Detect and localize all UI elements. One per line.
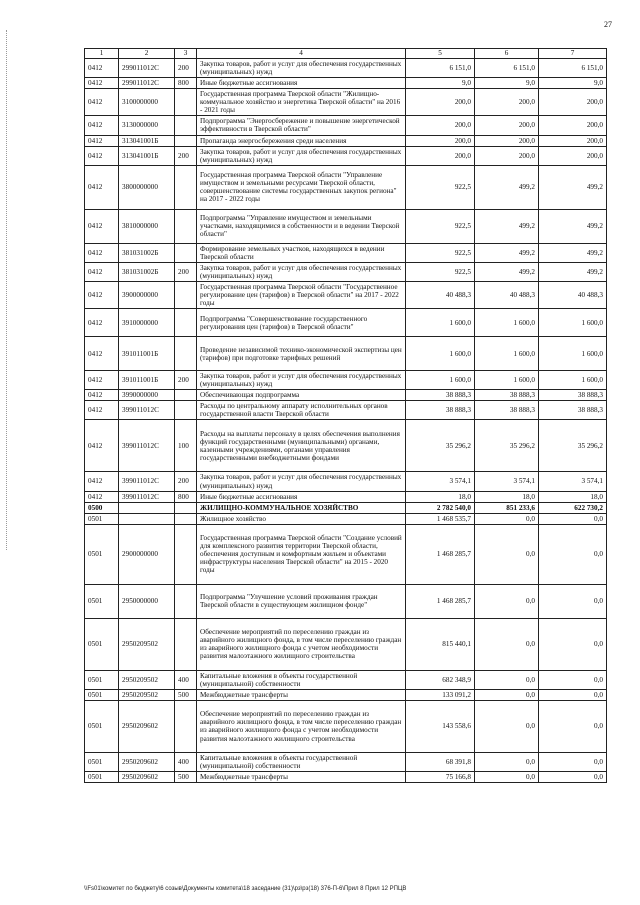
table-header-row bbox=[85, 49, 607, 59]
row-value-col5: 38 888,3 bbox=[406, 390, 475, 401]
table-row bbox=[85, 472, 607, 491]
row-expense-type bbox=[175, 618, 197, 670]
row-section-code: 0412 bbox=[85, 116, 119, 135]
row-value-col5: 1 600,0 bbox=[406, 309, 475, 337]
table-row bbox=[85, 309, 607, 337]
row-value-col5: 3 574,1 bbox=[406, 472, 475, 491]
row-section-code: 0501 bbox=[85, 618, 119, 670]
row-value-col5: 1 468 285,7 bbox=[406, 584, 475, 618]
row-value-col6: 38 888,3 bbox=[475, 401, 539, 420]
row-expense-type: 400 bbox=[175, 752, 197, 771]
row-description: Проведение независимой технико-экономической экспертизы цен (тарифов) при подготовке тарифных решений bbox=[197, 337, 406, 371]
row-value-col5: 1 600,0 bbox=[406, 371, 475, 390]
row-description: Формирование земельных участков, находящихся в ведении Тверской области bbox=[197, 243, 406, 262]
row-description: Жилищное хозяйство bbox=[197, 513, 406, 524]
table-row bbox=[85, 371, 607, 390]
row-target-code: 3900000000 bbox=[119, 281, 175, 308]
row-target-code: 3990000000 bbox=[119, 390, 175, 401]
row-value-col5: 200,0 bbox=[406, 135, 475, 146]
row-value-col5: 6 151,0 bbox=[406, 59, 475, 78]
table-row bbox=[85, 524, 607, 584]
row-description: Закупка товаров, работ и услуг для обеспечения государственных (муниципальных) нужд bbox=[197, 146, 406, 165]
row-description: Межбюджетные трансферты bbox=[197, 689, 406, 700]
row-expense-type: 200 bbox=[175, 146, 197, 165]
row-value-col7: 1 600,0 bbox=[539, 371, 607, 390]
row-expense-type bbox=[175, 502, 197, 513]
row-section-code: 0501 bbox=[85, 524, 119, 584]
row-target-code: 2950209502 bbox=[119, 689, 175, 700]
row-expense-type bbox=[175, 337, 197, 371]
row-description: ЖИЛИЩНО-КОММУНАЛЬНОЕ ХОЗЯЙСТВО bbox=[197, 502, 406, 513]
row-value-col5: 143 558,6 bbox=[406, 700, 475, 752]
row-value-col6: 1 600,0 bbox=[475, 371, 539, 390]
row-value-col5: 922,5 bbox=[406, 165, 475, 209]
row-target-code: 399011012C bbox=[119, 401, 175, 420]
row-value-col6: 200,0 bbox=[475, 146, 539, 165]
row-value-col6: 0,0 bbox=[475, 513, 539, 524]
row-description: Закупка товаров, работ и услуг для обеспечения государственных (муниципальных) нужд bbox=[197, 472, 406, 491]
row-value-col7: 35 296,2 bbox=[539, 420, 607, 472]
row-target-code: 399011012C bbox=[119, 472, 175, 491]
row-target-code: 299011012C bbox=[119, 78, 175, 89]
row-value-col6: 6 151,0 bbox=[475, 59, 539, 78]
col-header-2: 2 bbox=[119, 49, 175, 59]
row-description: Расходы по центральному аппарату исполнительных органов государственной власти Тверской области bbox=[197, 401, 406, 420]
row-value-col5: 200,0 bbox=[406, 116, 475, 135]
row-value-col5: 38 888,3 bbox=[406, 401, 475, 420]
row-expense-type bbox=[175, 89, 197, 116]
row-value-col6: 0,0 bbox=[475, 670, 539, 689]
row-section-code: 0412 bbox=[85, 209, 119, 243]
row-value-col6: 200,0 bbox=[475, 89, 539, 116]
col-header-4: 4 bbox=[197, 49, 406, 59]
row-section-code: 0412 bbox=[85, 59, 119, 78]
row-value-col6: 0,0 bbox=[475, 772, 539, 783]
row-value-col7: 3 574,1 bbox=[539, 472, 607, 491]
row-value-col5: 1 468 535,7 bbox=[406, 513, 475, 524]
row-section-code: 0501 bbox=[85, 772, 119, 783]
col-header-5: 5 bbox=[406, 49, 475, 59]
row-value-col6: 0,0 bbox=[475, 752, 539, 771]
row-value-col7: 40 488,3 bbox=[539, 281, 607, 308]
row-description: Закупка товаров, работ и услуг для обеспечения государственных (муниципальных) нужд bbox=[197, 59, 406, 78]
row-target-code: 2950209502 bbox=[119, 618, 175, 670]
row-value-col6: 200,0 bbox=[475, 116, 539, 135]
row-target-code: 3910000000 bbox=[119, 309, 175, 337]
row-target-code bbox=[119, 513, 175, 524]
budget-table bbox=[84, 48, 607, 783]
row-target-code: 3810000000 bbox=[119, 209, 175, 243]
row-value-col5: 68 391,8 bbox=[406, 752, 475, 771]
row-value-col5: 922,5 bbox=[406, 262, 475, 281]
row-expense-type bbox=[175, 135, 197, 146]
row-expense-type: 400 bbox=[175, 670, 197, 689]
table-row bbox=[85, 243, 607, 262]
row-expense-type bbox=[175, 281, 197, 308]
table-row bbox=[85, 513, 607, 524]
row-value-col5: 200,0 bbox=[406, 89, 475, 116]
row-section-code: 0501 bbox=[85, 752, 119, 771]
table-row bbox=[85, 491, 607, 502]
row-section-code: 0412 bbox=[85, 165, 119, 209]
row-value-col7: 0,0 bbox=[539, 670, 607, 689]
row-value-col6: 18,0 bbox=[475, 491, 539, 502]
row-description: Государственная программа Тверской области "Управление имуществом и земельными ресурсами Тверской области, совершенствование системы государственных закупок региона" на 2017 - 2022 годы bbox=[197, 165, 406, 209]
row-value-col5: 40 488,3 bbox=[406, 281, 475, 308]
row-expense-type bbox=[175, 700, 197, 752]
table-row bbox=[85, 670, 607, 689]
row-description: Государственная программа Тверской области "Жилищно-коммунальное хозяйство и энергетика Тверской области" на 2016 - 2021 годы bbox=[197, 89, 406, 116]
row-value-col7: 0,0 bbox=[539, 689, 607, 700]
table-row bbox=[85, 209, 607, 243]
row-target-code: 2900000000 bbox=[119, 524, 175, 584]
col-header-7: 7 bbox=[539, 49, 607, 59]
table-body bbox=[85, 59, 607, 783]
row-value-col6: 499,2 bbox=[475, 165, 539, 209]
row-description: Закупка товаров, работ и услуг для обеспечения государственных (муниципальных) нужд bbox=[197, 371, 406, 390]
row-target-code: 2950000000 bbox=[119, 584, 175, 618]
row-description: Иные бюджетные ассигнования bbox=[197, 78, 406, 89]
row-value-col7: 0,0 bbox=[539, 584, 607, 618]
row-value-col5: 815 440,1 bbox=[406, 618, 475, 670]
row-section-code: 0501 bbox=[85, 670, 119, 689]
row-value-col7: 38 888,3 bbox=[539, 401, 607, 420]
row-description: Подпрограмма "Совершенствование государственного регулирования цен (тарифов) в Тверской области" bbox=[197, 309, 406, 337]
row-expense-type bbox=[175, 390, 197, 401]
row-expense-type bbox=[175, 401, 197, 420]
row-value-col7: 9,0 bbox=[539, 78, 607, 89]
row-section-code: 0501 bbox=[85, 700, 119, 752]
row-description: Капитальные вложения в объекты государственной (муниципальной) собственности bbox=[197, 670, 406, 689]
row-section-code: 0412 bbox=[85, 135, 119, 146]
table-row bbox=[85, 772, 607, 783]
col-header-6: 6 bbox=[475, 49, 539, 59]
row-description: Обеспечение мероприятий по переселению граждан из аварийного жилищного фонда, в том числе переселению граждан из аварийного жилищного фонда с учетом необходимости развития малоэтажного жилищного строительства bbox=[197, 700, 406, 752]
row-value-col6: 0,0 bbox=[475, 618, 539, 670]
row-value-col7: 200,0 bbox=[539, 89, 607, 116]
row-value-col7: 499,2 bbox=[539, 243, 607, 262]
row-section-code: 0412 bbox=[85, 420, 119, 472]
row-target-code: 399011012C bbox=[119, 491, 175, 502]
row-target-code: 391011001Б bbox=[119, 371, 175, 390]
row-value-col5: 75 166,8 bbox=[406, 772, 475, 783]
row-value-col5: 35 296,2 bbox=[406, 420, 475, 472]
row-expense-type: 800 bbox=[175, 491, 197, 502]
row-value-col5: 133 091,2 bbox=[406, 689, 475, 700]
table-row bbox=[85, 752, 607, 771]
row-target-code: 391011001Б bbox=[119, 337, 175, 371]
row-target-code: 3800000000 bbox=[119, 165, 175, 209]
row-value-col6: 0,0 bbox=[475, 584, 539, 618]
table-row bbox=[85, 135, 607, 146]
row-description: Подпрограмма "Улучшение условий проживания граждан Тверской области в существующем жилищном фонде" bbox=[197, 584, 406, 618]
row-value-col6: 40 488,3 bbox=[475, 281, 539, 308]
row-value-col5: 9,0 bbox=[406, 78, 475, 89]
row-section-code: 0412 bbox=[85, 472, 119, 491]
row-expense-type: 500 bbox=[175, 689, 197, 700]
row-value-col5: 1 468 285,7 bbox=[406, 524, 475, 584]
row-description: Иные бюджетные ассигнования bbox=[197, 491, 406, 502]
row-value-col7: 0,0 bbox=[539, 752, 607, 771]
row-target-code: 2950209602 bbox=[119, 752, 175, 771]
table-row bbox=[85, 146, 607, 165]
table-row bbox=[85, 584, 607, 618]
row-section-code: 0412 bbox=[85, 243, 119, 262]
table-row bbox=[85, 689, 607, 700]
row-description: Обеспечение мероприятий по переселению граждан из аварийного жилищного фонда, в том числе переселению граждан из аварийного жилищного фонда с учетом необходимости развития малоэтажного жилищного строительства bbox=[197, 618, 406, 670]
row-section-code: 0500 bbox=[85, 502, 119, 513]
row-value-col6: 35 296,2 bbox=[475, 420, 539, 472]
row-section-code: 0412 bbox=[85, 371, 119, 390]
row-expense-type bbox=[175, 243, 197, 262]
table-row bbox=[85, 89, 607, 116]
table-row bbox=[85, 401, 607, 420]
row-target-code: 313041001Б bbox=[119, 135, 175, 146]
row-section-code: 0501 bbox=[85, 513, 119, 524]
scan-margin-dots bbox=[6, 30, 9, 550]
table-row bbox=[85, 165, 607, 209]
row-value-col6: 851 233,6 bbox=[475, 502, 539, 513]
row-value-col6: 200,0 bbox=[475, 135, 539, 146]
row-value-col6: 499,2 bbox=[475, 262, 539, 281]
row-target-code bbox=[119, 502, 175, 513]
row-target-code: 313041001Б bbox=[119, 146, 175, 165]
row-value-col7: 1 600,0 bbox=[539, 337, 607, 371]
row-section-code: 0412 bbox=[85, 491, 119, 502]
row-target-code: 2950209502 bbox=[119, 670, 175, 689]
row-value-col7: 0,0 bbox=[539, 618, 607, 670]
row-value-col6: 3 574,1 bbox=[475, 472, 539, 491]
row-description: Расходы на выплаты персоналу в целях обеспечения выполнения функций государственными (муниципальными) органами, казенными учреждениями, органами управления государственными внебюджетными фондами bbox=[197, 420, 406, 472]
row-target-code: 2950209602 bbox=[119, 700, 175, 752]
row-target-code: 3130000000 bbox=[119, 116, 175, 135]
row-value-col6: 9,0 bbox=[475, 78, 539, 89]
row-value-col5: 18,0 bbox=[406, 491, 475, 502]
row-description: Пропаганда энергосбережения среди населения bbox=[197, 135, 406, 146]
row-value-col7: 200,0 bbox=[539, 116, 607, 135]
row-value-col5: 200,0 bbox=[406, 146, 475, 165]
row-value-col7: 200,0 bbox=[539, 146, 607, 165]
row-value-col5: 1 600,0 bbox=[406, 337, 475, 371]
table-row bbox=[85, 337, 607, 371]
row-expense-type bbox=[175, 116, 197, 135]
row-value-col6: 499,2 bbox=[475, 209, 539, 243]
row-expense-type: 500 bbox=[175, 772, 197, 783]
row-expense-type: 800 bbox=[175, 78, 197, 89]
col-header-1: 1 bbox=[85, 49, 119, 59]
row-description: Межбюджетные трансферты bbox=[197, 772, 406, 783]
row-expense-type bbox=[175, 309, 197, 337]
row-expense-type: 200 bbox=[175, 262, 197, 281]
row-expense-type: 100 bbox=[175, 420, 197, 472]
table-row bbox=[85, 618, 607, 670]
page-number: 27 bbox=[604, 20, 612, 29]
row-value-col7: 622 730,2 bbox=[539, 502, 607, 513]
row-value-col7: 1 600,0 bbox=[539, 309, 607, 337]
row-target-code: 381031002Б bbox=[119, 243, 175, 262]
row-value-col6: 0,0 bbox=[475, 700, 539, 752]
row-value-col5: 2 782 540,0 bbox=[406, 502, 475, 513]
row-section-code: 0501 bbox=[85, 689, 119, 700]
row-expense-type bbox=[175, 584, 197, 618]
row-target-code: 381031002Б bbox=[119, 262, 175, 281]
row-value-col5: 922,5 bbox=[406, 243, 475, 262]
row-expense-type: 200 bbox=[175, 59, 197, 78]
row-value-col7: 0,0 bbox=[539, 524, 607, 584]
table-row bbox=[85, 78, 607, 89]
row-value-col5: 682 348,9 bbox=[406, 670, 475, 689]
row-value-col6: 1 600,0 bbox=[475, 337, 539, 371]
row-section-code: 0412 bbox=[85, 309, 119, 337]
table-row bbox=[85, 390, 607, 401]
row-value-col7: 18,0 bbox=[539, 491, 607, 502]
row-section-code: 0412 bbox=[85, 401, 119, 420]
table-row bbox=[85, 281, 607, 308]
table-row bbox=[85, 262, 607, 281]
row-section-code: 0412 bbox=[85, 146, 119, 165]
row-value-col6: 1 600,0 bbox=[475, 309, 539, 337]
row-value-col7: 0,0 bbox=[539, 700, 607, 752]
row-value-col6: 0,0 bbox=[475, 689, 539, 700]
row-description: Государственная программа Тверской области "Создание условий для комплексного развития территории Тверской области, обеспечения доступным и комфортным жильем и объектами инфраструктуры населения Тверской области" на 2015 - 2020 годы bbox=[197, 524, 406, 584]
row-value-col6: 0,0 bbox=[475, 524, 539, 584]
row-section-code: 0412 bbox=[85, 89, 119, 116]
row-expense-type: 200 bbox=[175, 371, 197, 390]
row-section-code: 0412 bbox=[85, 281, 119, 308]
row-value-col7: 499,2 bbox=[539, 262, 607, 281]
row-section-code: 0412 bbox=[85, 78, 119, 89]
row-expense-type bbox=[175, 209, 197, 243]
row-section-code: 0412 bbox=[85, 337, 119, 371]
table-row bbox=[85, 502, 607, 513]
table-row bbox=[85, 700, 607, 752]
row-value-col7: 0,0 bbox=[539, 513, 607, 524]
row-value-col7: 6 151,0 bbox=[539, 59, 607, 78]
row-expense-type bbox=[175, 165, 197, 209]
row-description: Обеспечивающая подпрограмма bbox=[197, 390, 406, 401]
row-value-col6: 499,2 bbox=[475, 243, 539, 262]
row-section-code: 0501 bbox=[85, 584, 119, 618]
row-value-col7: 200,0 bbox=[539, 135, 607, 146]
footer-file-path: \\Fs01\комитет по бюджету\6 созыв\Документы комитета\18 заседание (31)\рз\рз(18) 376-П-6\Прил 8 Прил 12 РПЦВ bbox=[84, 886, 407, 892]
row-target-code: 2950209602 bbox=[119, 772, 175, 783]
row-description: Подпрограмма "Управление имуществом и земельными участками, находящимися в собственности и в ведении Тверской области" bbox=[197, 209, 406, 243]
row-description: Капитальные вложения в объекты государственной (муниципальной) собственности bbox=[197, 752, 406, 771]
col-header-3: 3 bbox=[175, 49, 197, 59]
table-row bbox=[85, 116, 607, 135]
row-value-col5: 922,5 bbox=[406, 209, 475, 243]
row-expense-type bbox=[175, 513, 197, 524]
row-target-code: 3100000000 bbox=[119, 89, 175, 116]
row-value-col7: 0,0 bbox=[539, 772, 607, 783]
table-row bbox=[85, 59, 607, 78]
row-target-code: 399011012C bbox=[119, 420, 175, 472]
row-value-col7: 499,2 bbox=[539, 165, 607, 209]
row-section-code: 0412 bbox=[85, 390, 119, 401]
table-row bbox=[85, 420, 607, 472]
row-description: Подпрограмма "Энергосбережение и повышение энергетической эффективности в Тверской области" bbox=[197, 116, 406, 135]
row-section-code: 0412 bbox=[85, 262, 119, 281]
row-value-col7: 499,2 bbox=[539, 209, 607, 243]
row-description: Государственная программа Тверской области "Государственное регулирование цен (тарифов) в Тверской области" на 2017 - 2022 годы bbox=[197, 281, 406, 308]
row-description: Закупка товаров, работ и услуг для обеспечения государственных (муниципальных) нужд bbox=[197, 262, 406, 281]
row-expense-type bbox=[175, 524, 197, 584]
row-value-col6: 38 888,3 bbox=[475, 390, 539, 401]
row-target-code: 299011012C bbox=[119, 59, 175, 78]
row-value-col7: 38 888,3 bbox=[539, 390, 607, 401]
row-expense-type: 200 bbox=[175, 472, 197, 491]
